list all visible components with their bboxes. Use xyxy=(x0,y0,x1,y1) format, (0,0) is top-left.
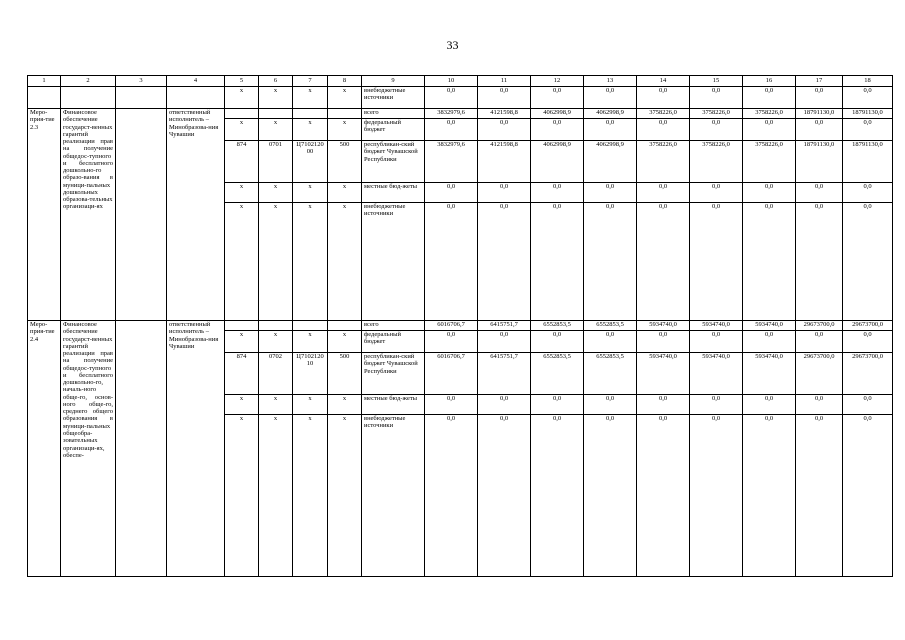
source-cell: республикан-ский бюджет Чувашской Республики xyxy=(362,353,425,395)
value-cell: 0,0 xyxy=(796,87,843,109)
value-cell: 0,0 xyxy=(425,395,478,415)
source-cell: федеральный бюджет xyxy=(362,119,425,141)
value-cell: 0,0 xyxy=(531,331,584,353)
code-cell: х xyxy=(293,415,328,577)
value-cell: 0,0 xyxy=(690,395,743,415)
value-cell: 5934740,0 xyxy=(743,353,796,395)
empty-cell xyxy=(28,87,61,109)
code-cell: х xyxy=(225,87,259,109)
code-cell: х xyxy=(328,183,362,203)
value-cell: 3758226,0 xyxy=(637,141,690,183)
code-cell: х xyxy=(225,395,259,415)
column-header: 7 xyxy=(293,76,328,87)
source-cell: республикан-ский бюджет Чувашской Республики xyxy=(362,141,425,183)
value-cell: 3758226,0 xyxy=(637,109,690,119)
measure-label: Меро-прия-тие 2.3 xyxy=(28,109,61,321)
code-cell xyxy=(293,321,328,331)
column-header: 16 xyxy=(743,76,796,87)
value-cell: 0,0 xyxy=(531,87,584,109)
value-cell: 6552853,5 xyxy=(531,321,584,331)
table-row xyxy=(28,87,893,109)
value-cell: 18791130,0 xyxy=(796,109,843,119)
code-cell xyxy=(293,109,328,119)
code-cell xyxy=(225,109,259,119)
value-cell: 0,0 xyxy=(843,183,893,203)
value-cell: 0,0 xyxy=(743,119,796,141)
value-cell: 0,0 xyxy=(637,415,690,577)
code-cell: х xyxy=(328,331,362,353)
value-cell: 0,0 xyxy=(690,415,743,577)
value-cell: 6552853,5 xyxy=(584,321,637,331)
value-cell: 18791130,0 xyxy=(843,109,893,119)
value-cell: 0,0 xyxy=(637,87,690,109)
column-header: 6 xyxy=(259,76,293,87)
column-header: 2 xyxy=(61,76,116,87)
code-cell xyxy=(259,321,293,331)
code-cell: х xyxy=(259,203,293,321)
value-cell: 0,0 xyxy=(690,87,743,109)
source-cell: местные бюд-жеты xyxy=(362,183,425,203)
value-cell: 0,0 xyxy=(843,203,893,321)
code-cell xyxy=(328,109,362,119)
code-cell: х xyxy=(293,331,328,353)
value-cell: 0,0 xyxy=(531,203,584,321)
code-cell: х xyxy=(293,203,328,321)
code-cell: х xyxy=(259,183,293,203)
value-cell: 0,0 xyxy=(425,87,478,109)
table-row xyxy=(28,109,893,119)
value-cell: 0,0 xyxy=(584,395,637,415)
code-cell: х xyxy=(328,395,362,415)
value-cell: 0,0 xyxy=(531,395,584,415)
value-cell: 6016706,7 xyxy=(425,321,478,331)
value-cell: 0,0 xyxy=(425,415,478,577)
value-cell: 3758226,0 xyxy=(743,141,796,183)
value-cell: 4062998,9 xyxy=(531,109,584,119)
column-header: 18 xyxy=(843,76,893,87)
value-cell: 5934740,0 xyxy=(690,353,743,395)
value-cell: 6552853,5 xyxy=(584,353,637,395)
value-cell: 6415751,7 xyxy=(478,321,531,331)
value-cell: 0,0 xyxy=(478,203,531,321)
value-cell: 0,0 xyxy=(743,203,796,321)
value-cell: 0,0 xyxy=(690,119,743,141)
value-cell: 0,0 xyxy=(796,203,843,321)
value-cell: 6415751,7 xyxy=(478,353,531,395)
table-row xyxy=(28,321,893,331)
code-cell: х xyxy=(328,415,362,577)
code-cell: Ц710212010 xyxy=(293,353,328,395)
value-cell: 0,0 xyxy=(478,415,531,577)
column-header: 14 xyxy=(637,76,690,87)
value-cell: 3758226,0 xyxy=(690,109,743,119)
value-cell: 0,0 xyxy=(637,119,690,141)
column-header: 3 xyxy=(116,76,167,87)
code-cell: х xyxy=(328,119,362,141)
value-cell: 0,0 xyxy=(796,415,843,577)
value-cell: 4121598,8 xyxy=(478,141,531,183)
budget-table xyxy=(27,75,893,577)
value-cell: 3758226,0 xyxy=(690,141,743,183)
code-cell: х xyxy=(293,119,328,141)
value-cell: 0,0 xyxy=(690,331,743,353)
value-cell: 0,0 xyxy=(478,119,531,141)
value-cell: 0,0 xyxy=(531,415,584,577)
empty-cell xyxy=(116,321,167,577)
code-cell: х xyxy=(328,203,362,321)
column-header: 1 xyxy=(28,76,61,87)
value-cell: 5934740,0 xyxy=(743,321,796,331)
value-cell: 6016706,7 xyxy=(425,353,478,395)
value-cell: 0,0 xyxy=(637,183,690,203)
code-cell: х xyxy=(328,87,362,109)
value-cell: 0,0 xyxy=(843,87,893,109)
value-cell: 29673700,0 xyxy=(843,353,893,395)
code-cell: Ц710212000 xyxy=(293,141,328,183)
value-cell: 3832979,6 xyxy=(425,141,478,183)
code-cell: х xyxy=(225,203,259,321)
code-cell xyxy=(225,321,259,331)
value-cell: 0,0 xyxy=(584,183,637,203)
source-cell: внебюджетные источники xyxy=(362,203,425,321)
column-header: 11 xyxy=(478,76,531,87)
value-cell: 0,0 xyxy=(531,119,584,141)
value-cell: 0,0 xyxy=(425,331,478,353)
value-cell: 0,0 xyxy=(425,203,478,321)
code-cell: 500 xyxy=(328,353,362,395)
header-row xyxy=(28,76,893,87)
value-cell: 0,0 xyxy=(425,119,478,141)
measure-label: Меро-прия-тие 2.4 xyxy=(28,321,61,577)
source-cell: всего xyxy=(362,321,425,331)
value-cell: 0,0 xyxy=(743,395,796,415)
value-cell: 5934740,0 xyxy=(690,321,743,331)
code-cell: х xyxy=(259,395,293,415)
source-cell: местные бюд-жеты xyxy=(362,395,425,415)
value-cell: 0,0 xyxy=(796,183,843,203)
value-cell: 0,0 xyxy=(843,119,893,141)
value-cell: 0,0 xyxy=(743,331,796,353)
value-cell: 5934740,0 xyxy=(637,321,690,331)
measure-title: Финансовое обеспечение государст-венных гарантий реализации прав на получение общедос-тупного и бесплатного дошкольно-го образо-вания в муници-пальных дошкольных образова-тельных организаци-ях xyxy=(61,109,116,321)
value-cell: 4062998,9 xyxy=(584,141,637,183)
measure-title: Финансовое обеспечение государст-венных гарантий реализации прав на получение общедос-тупного и бесплатного дошкольно-го, началь-ного обще-го, основ-ного обще-го, среднего общего образования в муници-пальных общеобра-зовательных организаци-ях, обеспе- xyxy=(61,321,116,577)
value-cell: 0,0 xyxy=(584,87,637,109)
value-cell: 18791130,0 xyxy=(796,141,843,183)
value-cell: 0,0 xyxy=(843,415,893,577)
value-cell: 18791130,0 xyxy=(843,141,893,183)
value-cell: 0,0 xyxy=(478,87,531,109)
source-cell: внебюджетные источники xyxy=(362,87,425,109)
code-cell: 0702 xyxy=(259,353,293,395)
value-cell: 0,0 xyxy=(478,395,531,415)
column-header: 5 xyxy=(225,76,259,87)
value-cell: 0,0 xyxy=(743,415,796,577)
column-header: 15 xyxy=(690,76,743,87)
code-cell: х xyxy=(259,119,293,141)
value-cell: 0,0 xyxy=(843,395,893,415)
value-cell: 0,0 xyxy=(637,331,690,353)
value-cell: 0,0 xyxy=(843,331,893,353)
value-cell: 0,0 xyxy=(478,331,531,353)
value-cell: 0,0 xyxy=(531,183,584,203)
empty-cell xyxy=(116,87,167,109)
value-cell: 0,0 xyxy=(796,395,843,415)
code-cell: х xyxy=(225,119,259,141)
value-cell: 0,0 xyxy=(584,203,637,321)
value-cell: 0,0 xyxy=(478,183,531,203)
value-cell: 0,0 xyxy=(637,203,690,321)
page-number: 33 xyxy=(446,38,459,52)
executor-cell: ответственный исполнитель – Минобразова-ния Чувашии xyxy=(167,109,225,321)
value-cell: 29673700,0 xyxy=(843,321,893,331)
value-cell: 0,0 xyxy=(743,87,796,109)
empty-cell xyxy=(61,87,116,109)
value-cell: 0,0 xyxy=(637,395,690,415)
code-cell: х xyxy=(293,395,328,415)
value-cell: 0,0 xyxy=(584,331,637,353)
value-cell: 5934740,0 xyxy=(637,353,690,395)
code-cell xyxy=(328,321,362,331)
source-cell: внебюджетные источники xyxy=(362,415,425,577)
column-header: 12 xyxy=(531,76,584,87)
value-cell: 6552853,5 xyxy=(531,353,584,395)
source-cell: федеральный бюджет xyxy=(362,331,425,353)
code-cell: х xyxy=(293,183,328,203)
executor-cell: ответственный исполнитель – Минобразова-ния Чувашии xyxy=(167,321,225,577)
code-cell: х xyxy=(293,87,328,109)
code-cell: х xyxy=(225,415,259,577)
column-header: 17 xyxy=(796,76,843,87)
value-cell: 4062998,9 xyxy=(584,109,637,119)
source-cell: всего xyxy=(362,109,425,119)
value-cell: 4121598,8 xyxy=(478,109,531,119)
column-header: 9 xyxy=(362,76,425,87)
column-header: 10 xyxy=(425,76,478,87)
value-cell: 0,0 xyxy=(425,183,478,203)
code-cell xyxy=(259,109,293,119)
code-cell: х xyxy=(225,331,259,353)
code-cell: х xyxy=(259,415,293,577)
empty-cell xyxy=(116,109,167,321)
code-cell: х xyxy=(259,87,293,109)
value-cell: 0,0 xyxy=(690,203,743,321)
value-cell: 0,0 xyxy=(796,119,843,141)
value-cell: 0,0 xyxy=(796,331,843,353)
code-cell: х xyxy=(225,183,259,203)
code-cell: 0701 xyxy=(259,141,293,183)
code-cell: 874 xyxy=(225,141,259,183)
value-cell: 0,0 xyxy=(584,119,637,141)
value-cell: 3832979,6 xyxy=(425,109,478,119)
value-cell: 0,0 xyxy=(743,183,796,203)
value-cell: 4062998,9 xyxy=(531,141,584,183)
code-cell: 500 xyxy=(328,141,362,183)
code-cell: х xyxy=(259,331,293,353)
code-cell: 874 xyxy=(225,353,259,395)
value-cell: 29673700,0 xyxy=(796,321,843,331)
column-header: 8 xyxy=(328,76,362,87)
column-header: 13 xyxy=(584,76,637,87)
value-cell: 29673700,0 xyxy=(796,353,843,395)
value-cell: 0,0 xyxy=(690,183,743,203)
column-header: 4 xyxy=(167,76,225,87)
value-cell: 0,0 xyxy=(584,415,637,577)
empty-cell xyxy=(167,87,225,109)
value-cell: 3758226,0 xyxy=(743,109,796,119)
